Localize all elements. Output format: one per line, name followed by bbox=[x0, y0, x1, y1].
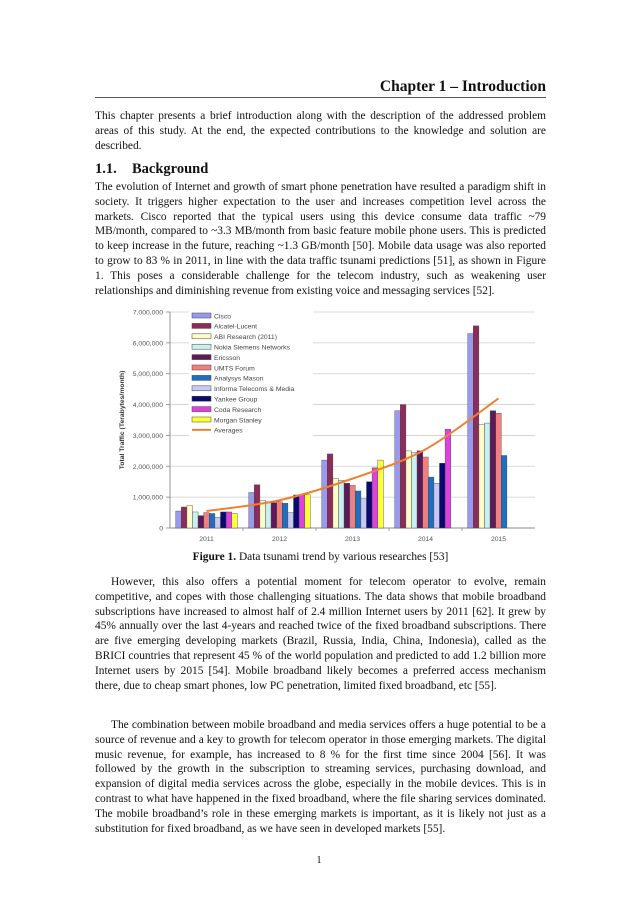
legend-label: Averages bbox=[214, 427, 243, 435]
bar-2012-yankee-group bbox=[294, 495, 300, 528]
legend-label: Analysys Mason bbox=[214, 375, 264, 383]
legend-swatch bbox=[192, 355, 211, 360]
section-title: Background bbox=[132, 161, 209, 177]
y-tick-label: 0 bbox=[159, 525, 163, 533]
legend-label: Cisco bbox=[214, 313, 231, 321]
bar-2012-coda-research bbox=[299, 495, 305, 528]
y-axis-label: Total Traffic (Terabytes/month) bbox=[119, 370, 126, 470]
bar-2013-yankee-group bbox=[367, 482, 373, 528]
bar-2014-nokia-siemens-networks bbox=[412, 452, 418, 528]
legend-swatch bbox=[192, 323, 211, 328]
legend-label: Nokia Siemens Networks bbox=[214, 344, 290, 352]
intro-paragraph: This chapter presents a brief introduction along with the description of the addressed problem areas of this study. At the end, the expected contributions to the knowledge and solution are described. bbox=[95, 110, 546, 152]
paragraph-opportunity: However, this also offers a potential moment for telecom operator to evolve, remain competitive, and copes with those challenging situations. The data shows that mobile broadband subscriptions have increased to almost half of 2.4 million Internet users by 2011 [62]. It grew by 45% annually over the last 4-years and reached twice of the fixed broadband subscriptions. There are five emerging developing markets (Brazil, Russia, India, China, Indonesia), called as the BRICI countries that represent 45 % of the world population and predicted to add 1.2 billion more Internet users by 2015 [54]. Mobile broadband likely becomes a preferred access mechanism there, due to cheap smart phones, low PC penetration, limited fixed broadband, etc [55]. bbox=[95, 576, 546, 692]
bar-2011-ericsson bbox=[198, 516, 204, 528]
legend-swatch bbox=[192, 365, 211, 370]
bar-2015-ericsson bbox=[490, 411, 496, 528]
bar-2015-abi-research-2011- bbox=[479, 425, 485, 528]
legend-swatch bbox=[192, 313, 211, 318]
y-tick-label: 2,000,000 bbox=[132, 463, 163, 471]
bar-2012-cisco bbox=[249, 493, 255, 528]
x-tick-label: 2014 bbox=[417, 536, 434, 543]
bar-2011-alcatel-lucent bbox=[181, 507, 187, 528]
figure-caption bbox=[95, 551, 546, 563]
bar-2013-ericsson bbox=[344, 483, 350, 528]
legend-swatch bbox=[192, 386, 211, 391]
bar-2014-umts-forum bbox=[423, 457, 429, 528]
bar-2013-umts-forum bbox=[350, 485, 356, 528]
legend-label: Morgan Stanley bbox=[214, 417, 262, 425]
legend-swatch bbox=[192, 344, 211, 349]
legend-label: UMTS Forum bbox=[214, 365, 255, 373]
figure-chart bbox=[110, 302, 550, 550]
bar-2014-coda-research bbox=[445, 429, 451, 528]
y-tick-label: 3,000,000 bbox=[132, 432, 163, 440]
legend-label: Ericsson bbox=[214, 354, 241, 362]
bar-2015-alcatel-lucent bbox=[473, 326, 479, 528]
bar-2011-analysys-mason bbox=[209, 513, 215, 528]
y-tick-label: 6,000,000 bbox=[132, 340, 163, 348]
bar-2013-abi-research-2011- bbox=[333, 479, 339, 528]
legend-swatch bbox=[192, 334, 211, 339]
x-tick-label: 2011 bbox=[199, 536, 214, 543]
legend-label: Yankee Group bbox=[214, 396, 258, 404]
bar-2012-nokia-siemens-networks bbox=[266, 502, 272, 528]
bar-2014-cisco bbox=[395, 411, 401, 528]
legend-swatch bbox=[192, 407, 211, 412]
x-tick-label: 2012 bbox=[271, 536, 288, 543]
bar-2013-nokia-siemens-networks bbox=[339, 480, 345, 528]
bar-2015-nokia-siemens-networks bbox=[485, 423, 491, 528]
bar-2012-alcatel-lucent bbox=[254, 485, 260, 528]
bar-2014-abi-research-2011- bbox=[406, 451, 412, 528]
bar-2014-ericsson bbox=[417, 451, 423, 528]
legend-label: Informa Telecoms & Media bbox=[214, 386, 295, 394]
bar-2014-analysys-mason bbox=[428, 477, 434, 528]
legend-swatch bbox=[192, 375, 211, 380]
bar-2014-yankee-group bbox=[440, 463, 446, 528]
section-heading bbox=[95, 161, 208, 178]
bar-2012-morgan-stanley bbox=[305, 495, 311, 528]
bar-2014-alcatel-lucent bbox=[400, 405, 406, 528]
y-tick-label: 1,000,000 bbox=[132, 494, 163, 502]
bar-2011-cisco bbox=[176, 511, 182, 528]
y-tick-label: 4,000,000 bbox=[132, 402, 163, 410]
bar-chart bbox=[110, 302, 550, 550]
bar-2015-analysys-mason bbox=[501, 455, 507, 528]
bar-2011-morgan-stanley bbox=[232, 513, 238, 528]
section-number: 1.1. bbox=[95, 161, 117, 177]
figure-label: Figure 1. bbox=[192, 551, 237, 563]
page-number: 1 bbox=[316, 855, 322, 866]
bar-2014-informa-telecoms-media bbox=[434, 483, 440, 528]
legend-label: Coda Research bbox=[214, 406, 262, 414]
bar-2012-umts-forum bbox=[277, 502, 283, 528]
legend-swatch bbox=[192, 417, 211, 422]
bar-2012-informa-telecoms-media bbox=[288, 513, 294, 528]
bar-2013-alcatel-lucent bbox=[327, 454, 333, 528]
bar-2013-informa-telecoms-media bbox=[361, 499, 367, 528]
y-tick-label: 5,000,000 bbox=[132, 371, 163, 379]
y-tick-label: 7,000,000 bbox=[132, 309, 163, 317]
paragraph-media: The combination between mobile broadband and media services offers a huge potential to be a source of revenue and a key to growth for telecom operator in those emerging markets. The digital music revenue, for example, has increased to 8 % for the first time since 2004 [56]. It was followed by the growth in the subscription to streaming services, purchasing download, and expansion of digital media services across the globe, especially in the mobile devices. This is in contrast to what have happened in the fixed broadband, where the file sharing services dominated. The mobile broadband’s role in these emerging markets is important, as it is likely not just as a substitution for fixed broadband, as we have seen in developed markets [55]. bbox=[95, 719, 546, 835]
bar-2015-cisco bbox=[468, 334, 474, 528]
bar-2012-analysys-mason bbox=[282, 503, 288, 528]
header-rule bbox=[95, 97, 546, 98]
bar-2011-nokia-siemens-networks bbox=[193, 512, 199, 528]
x-tick-label: 2013 bbox=[344, 536, 361, 543]
bar-2011-informa-telecoms-media bbox=[215, 517, 221, 528]
bar-2013-cisco bbox=[322, 460, 328, 528]
legend-swatch bbox=[192, 396, 211, 401]
legend-label: Alcatel-Lucent bbox=[214, 323, 258, 331]
bar-2012-ericsson bbox=[271, 503, 277, 528]
x-tick-label: 2015 bbox=[490, 536, 507, 543]
bar-2011-yankee-group bbox=[221, 512, 227, 528]
bar-2011-coda-research bbox=[226, 512, 232, 528]
legend-label: ABI Research (2011) bbox=[214, 334, 277, 342]
bar-2015-umts-forum bbox=[496, 413, 502, 528]
paragraph-background: The evolution of Internet and growth of smart phone penetration have resulted a paradigm shift in society. It triggers higher expectation to the user and increases competition level across the markets. Cisco reported that the typical users using this device consume data traffic ~79 MB/month, compared to ~3.3 MB/month from basic feature mobile phone users. This is predicted to keep increase in the future, reaching ~1.3 GB/month [50]. Mobile data usage was also reported to grow to 83 % in 2011, in line with the data traffic tsunami predictions [51], as shown in Figure 1. This poses a considerable challenge for the telecom industry, such as weakening user relationships and diminishing revenue from existing voice and messaging services [52]. bbox=[95, 181, 546, 297]
chapter-title: Chapter 1 – Introduction bbox=[379, 78, 546, 95]
bar-2011-umts-forum bbox=[204, 513, 210, 528]
bar-2011-abi-research-2011- bbox=[187, 505, 193, 528]
figure-caption-text: Data tsunami trend by various researches [53] bbox=[236, 551, 449, 563]
bar-2013-coda-research bbox=[372, 468, 378, 528]
bar-2013-analysys-mason bbox=[355, 491, 361, 528]
